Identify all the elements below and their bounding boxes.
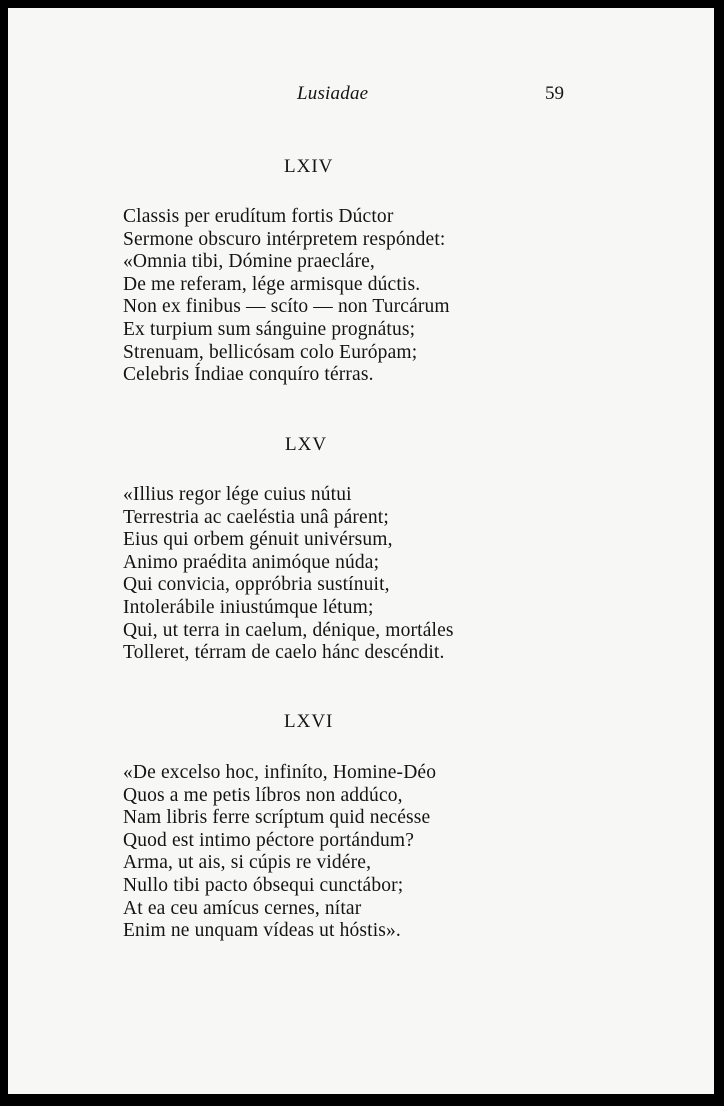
verse-line: Strenuam, bellicósam colo Európam; xyxy=(123,341,418,363)
verse-line: Celebris Índiae conquíro térras. xyxy=(123,364,374,386)
verse-line: «Illius regor lége cuius nútui xyxy=(123,484,352,505)
stanza-lxv xyxy=(123,484,454,665)
stanza-lxiv xyxy=(123,206,450,387)
verse-line: Qui, ut terra in caelum, dénique, mortáles xyxy=(123,619,454,641)
verse-line: Enim ne unquam vídeas ut hóstis». xyxy=(123,920,401,942)
verse-line: Terrestria ac caeléstia unâ párent; xyxy=(123,506,389,528)
running-title: Lusiadae xyxy=(297,83,369,104)
verse-line: Arma, ut ais, si cúpis re vidére, xyxy=(123,852,372,874)
stanza-number: LXV xyxy=(285,434,328,455)
verse-line: At ea ceu amícus cernes, nítar xyxy=(123,897,362,919)
verse-line: De me referam, lége armisque dúctis. xyxy=(123,273,421,295)
verse-line: Tolleret, térram de caelo hánc descéndit. xyxy=(123,642,445,664)
stanza-number: LXVI xyxy=(284,711,334,732)
verse-line: Quod est intimo péctore portándum? xyxy=(123,829,415,851)
verse-line: Intolerábile iniustúmque létum; xyxy=(123,596,374,618)
verse-line: Nullo tibi pacto óbsequi cunctábor; xyxy=(123,874,404,896)
verse-line: Quos a me petis líbros non addúco, xyxy=(123,784,403,806)
stanza-lxvi xyxy=(123,762,436,943)
book-page xyxy=(8,8,714,1094)
verse-line: Non ex finibus — scíto — non Turcárum xyxy=(123,296,450,318)
verse-line: Ex turpium sum sánguine prognátus; xyxy=(123,318,416,340)
verse-line: «Omnia tibi, Dómine praecláre, xyxy=(123,251,375,273)
verse-line: «De excelso hoc, infiníto, Homine-Déo xyxy=(123,762,437,783)
verse-line: Animo praédita animóque núda; xyxy=(123,551,380,573)
page-number: 59 xyxy=(545,83,564,104)
stanza-number: LXIV xyxy=(284,156,334,177)
verse-line: Eius qui orbem génuit univérsum, xyxy=(123,529,393,551)
verse-line: Nam libris ferre scríptum quid necésse xyxy=(123,807,431,829)
verse-line: Sermone obscuro intérpretem respóndet: xyxy=(123,228,446,250)
verse-line: Qui convicia, oppróbria sustínuit, xyxy=(123,574,390,596)
verse-line: Classis per erudítum fortis Dúctor xyxy=(123,206,394,227)
